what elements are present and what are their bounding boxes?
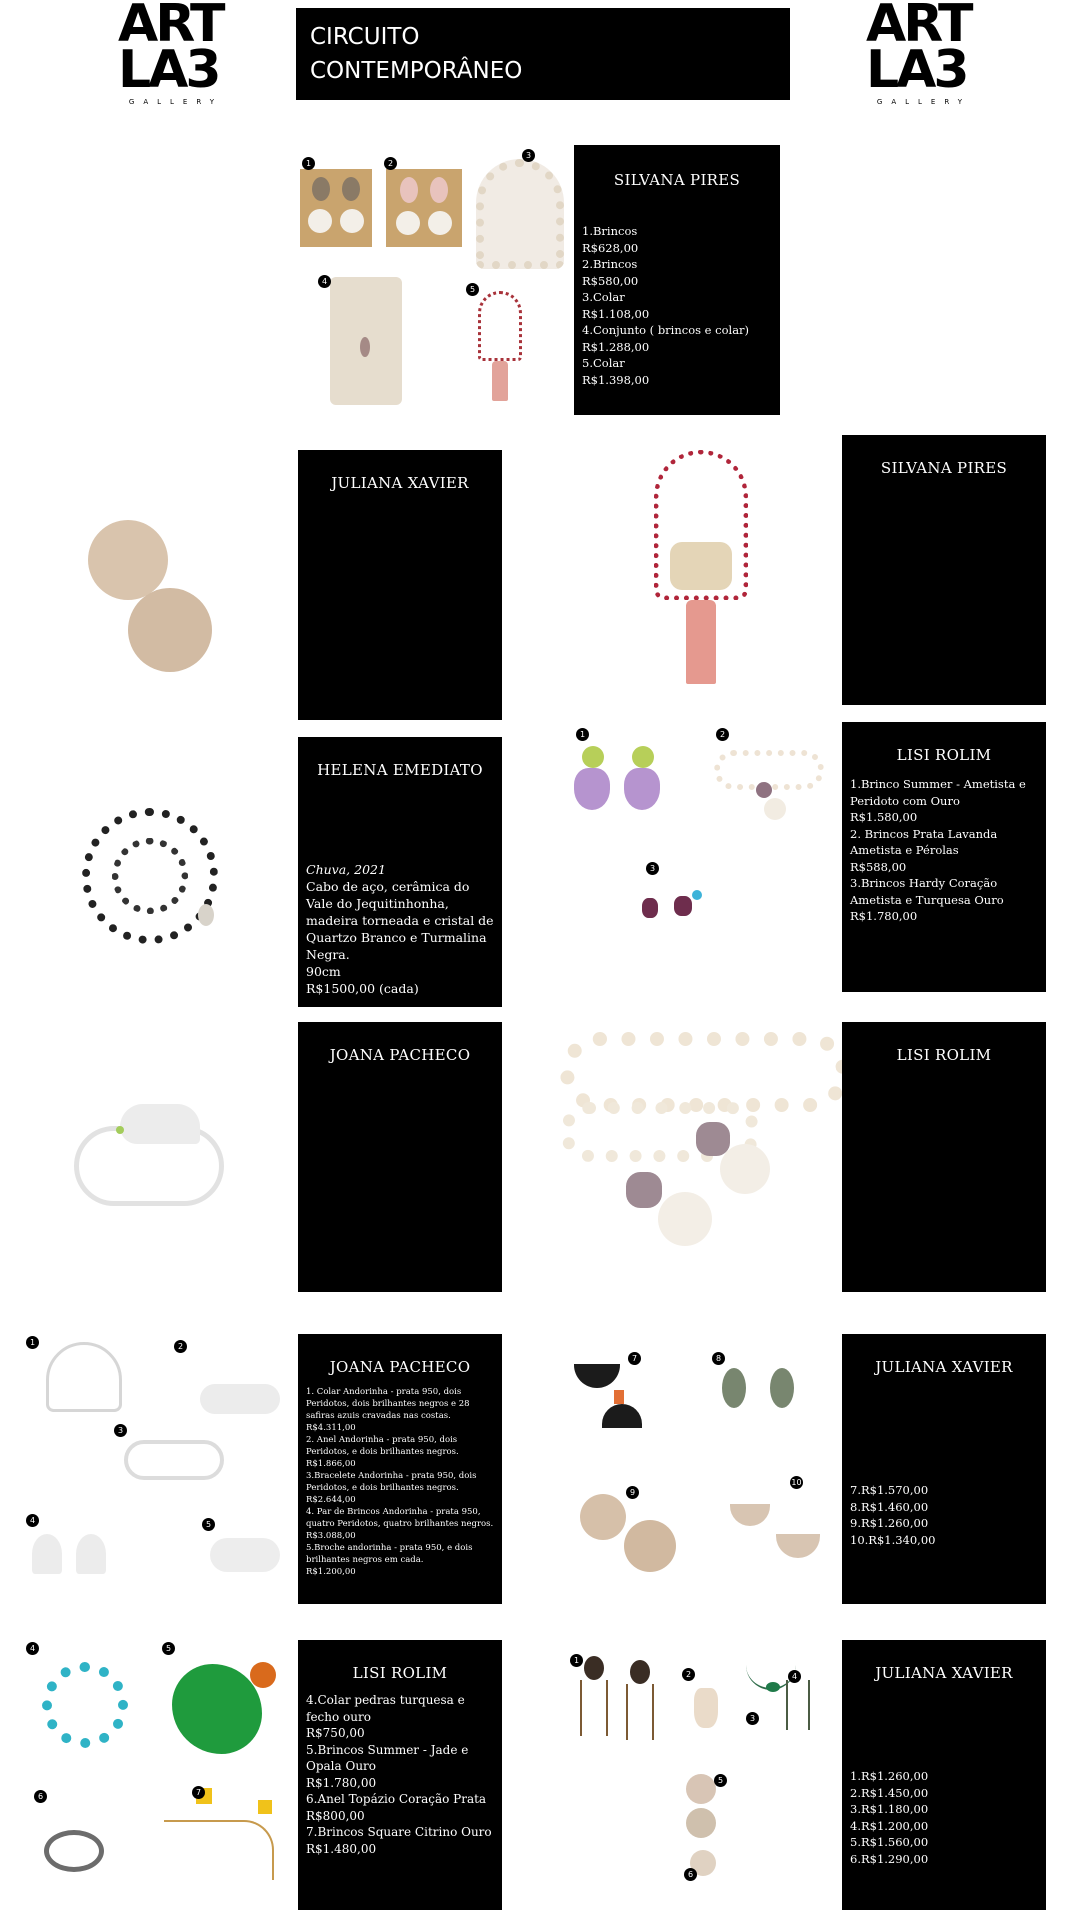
logo-sub: GALLERY bbox=[876, 98, 972, 106]
line: 4.Conjunto ( brincos e colar) bbox=[582, 323, 750, 337]
line: R$1.780,00 bbox=[306, 1775, 377, 1790]
line: R$1.200,00 bbox=[306, 1567, 356, 1577]
panel-text bbox=[306, 1692, 494, 1857]
badge-3: 3 bbox=[746, 1712, 759, 1725]
logo-line2: LA3 bbox=[866, 40, 967, 100]
artlab-logo-right bbox=[866, 0, 976, 110]
line: 2.R$1.450,00 bbox=[850, 1785, 929, 1800]
badge-2: 2 bbox=[384, 157, 397, 170]
badge-1: 1 bbox=[576, 728, 589, 741]
badge-1: 1 bbox=[26, 1336, 39, 1349]
line: R$1.580,00 bbox=[850, 810, 918, 824]
panel-text bbox=[306, 1386, 494, 1578]
pearl-necklace-photo bbox=[476, 159, 564, 269]
tassel-necklace-large-photo bbox=[640, 450, 760, 690]
line: 1.Brincos bbox=[582, 224, 638, 238]
mother-of-pearl-earrings-photo bbox=[80, 500, 210, 680]
line: 3.Brincos Hardy Coração Ametista e Turquesa Ouro bbox=[850, 876, 1004, 907]
line: R$1.398,00 bbox=[582, 372, 650, 387]
badge-1: 1 bbox=[570, 1654, 583, 1667]
panel-lisi-rolim-2 bbox=[842, 1022, 1046, 1292]
line: 2.Brincos bbox=[582, 257, 638, 271]
badge-6: 6 bbox=[684, 1868, 697, 1881]
silvana-collage bbox=[296, 145, 576, 415]
badge-4: 4 bbox=[26, 1514, 39, 1527]
line: 5.R$1.560,00 bbox=[850, 1835, 929, 1849]
header-line1: CIRCUITO bbox=[310, 24, 420, 50]
badge-6: 6 bbox=[34, 1790, 47, 1803]
badge-2: 2 bbox=[716, 728, 729, 741]
line: 3.Bracelete Andorinha - prata 950, dois Peridotos, e dois brilhantes negros. bbox=[306, 1471, 477, 1493]
lisi-rolim-collage-2 bbox=[20, 1640, 290, 1910]
line: 1.Brinco Summer - Ametista e Peridoto com Ouro bbox=[850, 777, 1026, 808]
line: R$1.288,00 bbox=[582, 339, 650, 354]
logo-line1: ART bbox=[118, 0, 223, 54]
panel-title: JOANA PACHECO bbox=[329, 1046, 471, 1064]
line: R$3.088,00 bbox=[306, 1531, 356, 1541]
panel-juliana-xavier-1 bbox=[298, 450, 502, 720]
panel-title: LISI ROLIM bbox=[352, 1664, 448, 1682]
work-title: Chuva, 2021 bbox=[306, 862, 386, 877]
lisi-rolim-collage bbox=[560, 722, 830, 982]
badge-3: 3 bbox=[646, 862, 659, 875]
line: 7.R$1.570,00 bbox=[850, 1483, 929, 1497]
panel-text bbox=[582, 223, 772, 388]
line: 1. Colar Andorinha - prata 950, dois Peridotos, dois brilhantes negros e 28 safiras azuis cravadas nas costas. bbox=[306, 1387, 470, 1421]
line: R$588,00 bbox=[850, 859, 907, 874]
logo-line2: LA3 bbox=[118, 40, 219, 100]
badge-4: 4 bbox=[26, 1642, 39, 1655]
badge-10: 10 bbox=[791, 1478, 802, 1487]
panel-silvana-pires-2 bbox=[842, 435, 1046, 705]
line: R$1.780,00 bbox=[850, 909, 918, 923]
panel-joana-pacheco-1 bbox=[298, 1022, 502, 1292]
header-title-box bbox=[296, 8, 790, 100]
panel-text bbox=[850, 1482, 1038, 1548]
line: 90cm bbox=[306, 964, 341, 979]
badge-4: 4 bbox=[788, 1670, 801, 1683]
line: 7.Brincos Square Citrino Ouro bbox=[306, 1825, 492, 1839]
line: R$750,00 bbox=[306, 1726, 365, 1740]
panel-juliana-xavier-3 bbox=[842, 1640, 1046, 1910]
panel-juliana-xavier-2 bbox=[842, 1334, 1046, 1604]
beaded-necklace-photo bbox=[82, 808, 222, 948]
panel-title: JULIANA XAVIER bbox=[875, 1358, 1013, 1376]
line: 4.Colar pedras turquesa e fecho ouro bbox=[306, 1693, 465, 1724]
line: 2. Brincos Prata Lavanda Ametista e Pérolas bbox=[850, 826, 998, 857]
tassel-necklace-photo bbox=[474, 291, 526, 403]
badge-7: 7 bbox=[192, 1786, 205, 1799]
line: R$1.108,00 bbox=[582, 306, 650, 321]
line: 5.Broche andorinha - prata 950, e dois brilhantes negros em cada. bbox=[306, 1543, 473, 1565]
panel-lisi-rolim-1 bbox=[842, 722, 1046, 992]
panel-helena-emediato bbox=[298, 737, 502, 1007]
line: 8.R$1.460,00 bbox=[850, 1499, 929, 1514]
panel-title: LISI ROLIM bbox=[896, 1046, 992, 1064]
artlab-logo-left bbox=[118, 0, 228, 110]
line: R$4.311,00 bbox=[306, 1423, 356, 1433]
panel-text bbox=[850, 1768, 1038, 1867]
silver-bracelet-photo bbox=[70, 1100, 230, 1220]
badge-5: 5 bbox=[466, 283, 479, 296]
line: 2. Anel Andorinha - prata 950, dois Peridotos, e dois brilhantes negros. bbox=[306, 1435, 459, 1457]
badge-5: 5 bbox=[202, 1518, 215, 1531]
juliana-xavier-collage-1 bbox=[566, 1334, 836, 1604]
line: R$1.480,00 bbox=[306, 1841, 377, 1856]
line: 5.Brincos Summer - Jade e Opala Ouro bbox=[306, 1742, 469, 1773]
header-line2: CONTEMPORÂNEO bbox=[310, 58, 523, 84]
line: 3.R$1.180,00 bbox=[850, 1802, 929, 1816]
line: 6.R$1.290,00 bbox=[850, 1851, 929, 1866]
panel-title: HELENA EMEDIATO bbox=[317, 761, 483, 779]
badge-4: 4 bbox=[318, 275, 331, 288]
line: 9.R$1.260,00 bbox=[850, 1516, 929, 1530]
pearl-earrings-large-photo bbox=[560, 1022, 842, 1292]
badge-9: 9 bbox=[626, 1486, 639, 1499]
logo-sub: GALLERY bbox=[128, 98, 224, 106]
joana-pacheco-collage bbox=[20, 1334, 290, 1604]
line: 4. Par de Brincos Andorinha - prata 950, quatro Peridotos, quatro brilhantes negros. bbox=[306, 1507, 494, 1529]
line: 3.Colar bbox=[582, 290, 625, 304]
panel-joana-pacheco-2 bbox=[298, 1334, 502, 1604]
badge-3: 3 bbox=[522, 149, 535, 162]
line: R$1.866,00 bbox=[306, 1459, 356, 1469]
panel-title: JOANA PACHECO bbox=[329, 1358, 471, 1376]
juliana-xavier-collage-2 bbox=[566, 1640, 836, 1910]
panel-title: JULIANA XAVIER bbox=[331, 474, 469, 492]
panel-text bbox=[306, 861, 494, 997]
line: 5.Colar bbox=[582, 356, 625, 370]
panel-title: SILVANA PIRES bbox=[613, 171, 741, 189]
line: 1.R$1.260,00 bbox=[850, 1769, 929, 1783]
panel-silvana-pires-list bbox=[574, 145, 780, 415]
earrings-2-photo bbox=[386, 169, 462, 247]
line: R$580,00 bbox=[582, 273, 639, 288]
line: 6.Anel Topázio Coração Prata bbox=[306, 1792, 487, 1806]
line: R$800,00 bbox=[306, 1808, 365, 1823]
panel-lisi-rolim-3 bbox=[298, 1640, 502, 1910]
line: R$628,00 bbox=[582, 240, 639, 255]
badge-7: 7 bbox=[628, 1352, 641, 1365]
set-4-photo bbox=[330, 277, 402, 405]
panel-title: SILVANA PIRES bbox=[880, 459, 1008, 477]
badge-1: 1 bbox=[302, 157, 315, 170]
badge-5: 5 bbox=[714, 1774, 727, 1787]
logo-line1: ART bbox=[866, 0, 971, 54]
panel-title: JULIANA XAVIER bbox=[875, 1664, 1013, 1682]
badge-5: 5 bbox=[162, 1642, 175, 1655]
line: R$1500,00 (cada) bbox=[306, 981, 419, 996]
badge-3: 3 bbox=[114, 1424, 127, 1437]
panel-title: LISI ROLIM bbox=[896, 746, 992, 764]
line: Cabo de aço, cerâmica do Vale do Jequitinhonha, madeira torneada e cristal de Quartzo Branco e Turmalina Negra. bbox=[306, 879, 494, 962]
badge-2: 2 bbox=[682, 1668, 695, 1681]
line: R$2.644,00 bbox=[306, 1495, 356, 1505]
badge-8: 8 bbox=[712, 1352, 725, 1365]
badge-2: 2 bbox=[174, 1340, 187, 1353]
panel-text bbox=[850, 776, 1038, 925]
line: 4.R$1.200,00 bbox=[850, 1818, 929, 1833]
line: 10.R$1.340,00 bbox=[850, 1532, 936, 1547]
earrings-1-photo bbox=[300, 169, 372, 247]
